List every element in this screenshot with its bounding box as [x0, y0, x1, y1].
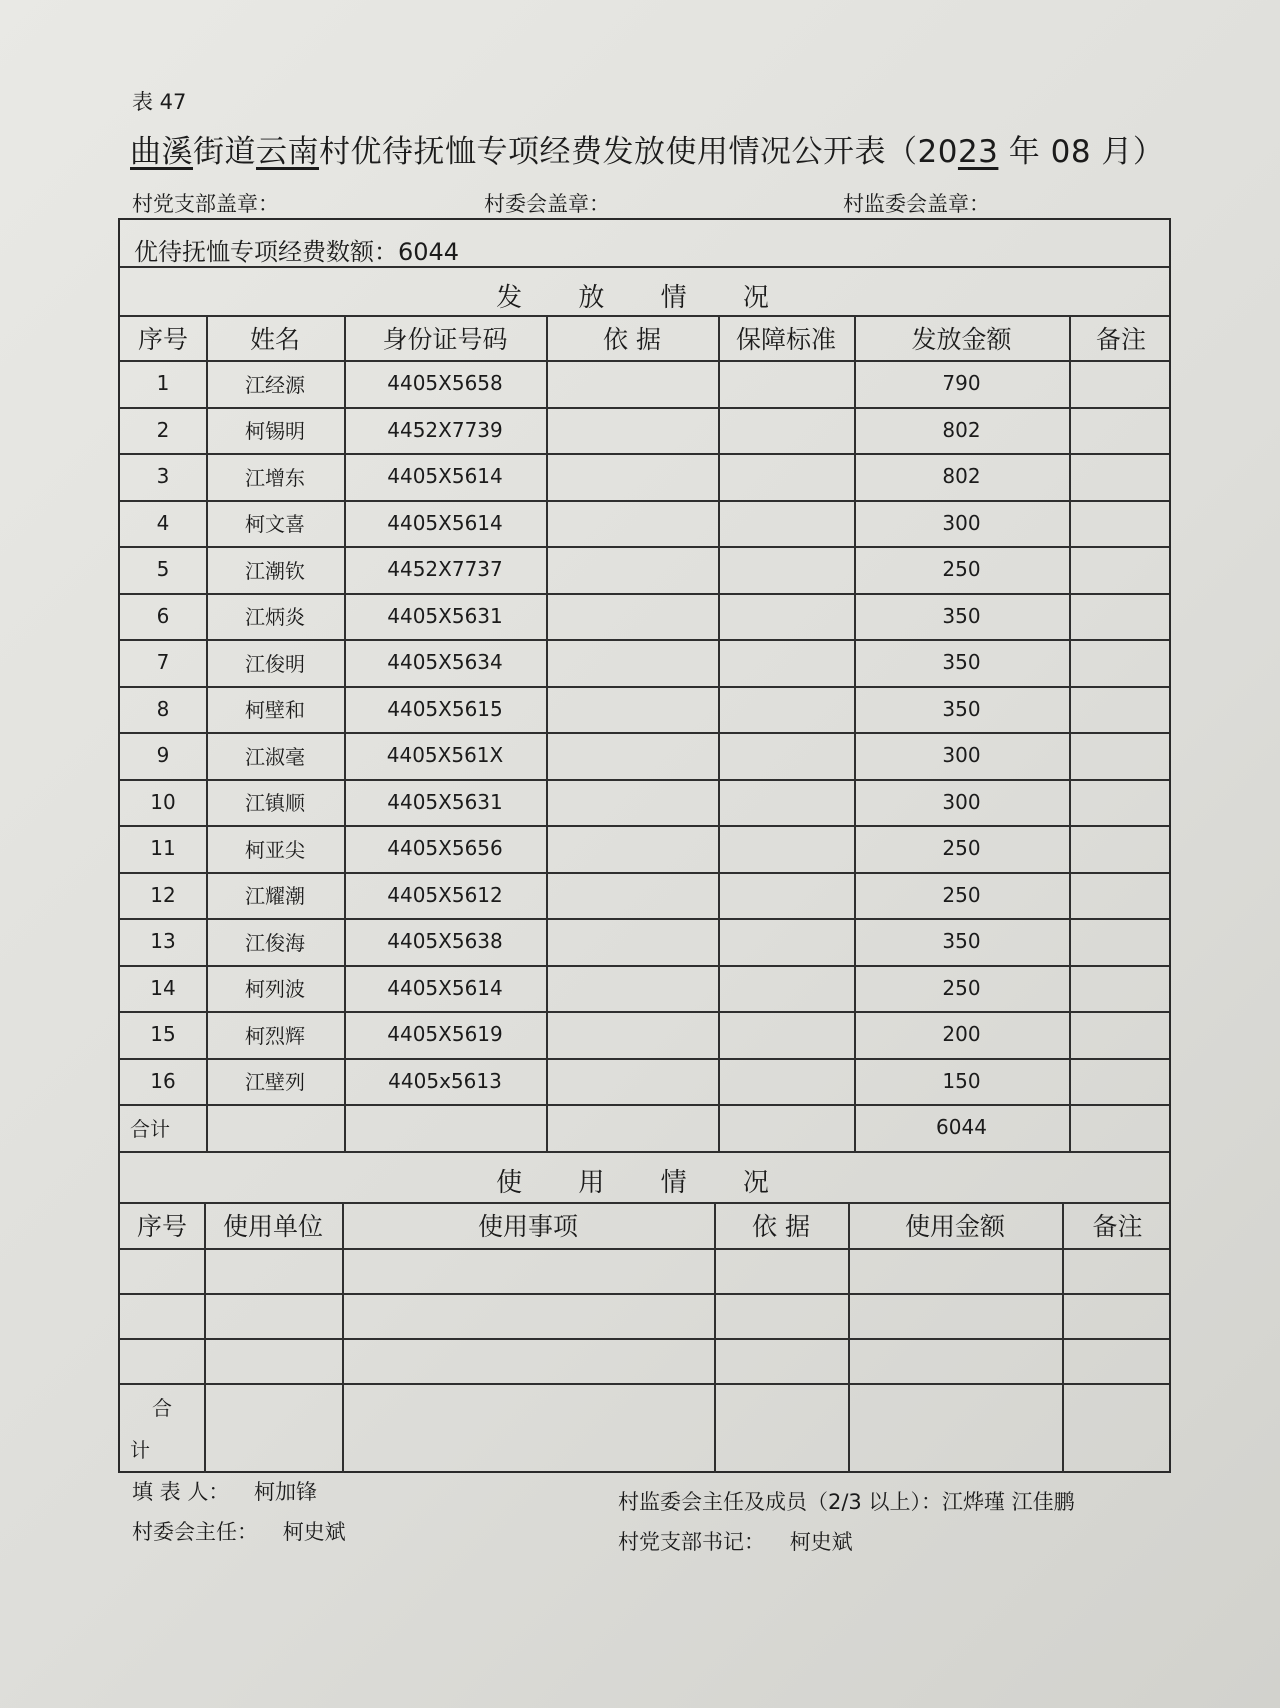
cell-col-index: 4	[156, 510, 170, 535]
cell-col-basis	[546, 453, 718, 500]
cell-col-index: 1	[156, 371, 170, 396]
cell-col-remark	[1069, 1011, 1173, 1058]
usage-section-title: 使 用 情 况	[496, 1168, 793, 1198]
cell-col-id: 4405X5612	[387, 882, 503, 907]
cell-col-standard	[718, 686, 854, 733]
cell-col-remark	[1069, 825, 1173, 872]
cell-col-id: 4452X7739	[387, 417, 503, 442]
table-number: 表 47	[132, 90, 187, 114]
village-committee-seal-label: 村委会盖章：	[484, 192, 610, 216]
cell-col-index: 12	[150, 882, 176, 907]
filler-label: 填 表 人：	[132, 1480, 230, 1504]
cell-col-id: 4405X5631	[387, 603, 503, 628]
cell-col-index: 6	[156, 603, 170, 628]
cell-col-basis	[546, 965, 718, 1012]
cell-col-basis	[546, 825, 718, 872]
cell-col-name: 江潮钦	[245, 558, 305, 583]
cell-col-remark	[1069, 407, 1173, 454]
cell-col-standard	[718, 593, 854, 640]
divider	[120, 1293, 1169, 1295]
director-name: 柯史斌	[282, 1520, 346, 1544]
cell-col-amount: 350	[942, 696, 981, 721]
cell-col-amount: 250	[942, 975, 981, 1000]
cell-col-remark	[1069, 500, 1173, 547]
cell-col-remark	[1069, 918, 1173, 965]
cell-col-id: 4405X5634	[387, 650, 503, 675]
cell-col-name: 江增东	[245, 465, 305, 490]
cell-col-basis	[546, 360, 718, 407]
cell-col-amount: 350	[942, 603, 981, 628]
cell-col-amount: 150	[942, 1068, 981, 1093]
cell-col-basis	[546, 593, 718, 640]
cell-col-id: 4405X5614	[387, 975, 503, 1000]
cell-col-remark	[1069, 779, 1173, 826]
cell-col-id: 4405X561X	[386, 743, 504, 768]
cell-col-amount: 300	[942, 789, 981, 814]
cell-col-basis	[546, 872, 718, 919]
cell-col-standard	[718, 453, 854, 500]
cell-col-standard	[718, 918, 854, 965]
cell-col-remark	[1069, 360, 1173, 407]
cell-col-basis	[546, 779, 718, 826]
filler	[132, 1476, 317, 1506]
cell-col-remark	[1069, 732, 1173, 779]
cell-col-index: 2	[156, 417, 170, 442]
divider	[120, 266, 1169, 268]
cell-col-name: 江俊海	[245, 930, 305, 955]
cell-col-id: 4405X5631	[387, 789, 503, 814]
supervisors: 村监委会主任及成员（2/3 以上）：江烨瑾 江佳鹏	[618, 1490, 1075, 1514]
cell-col-remark	[1069, 965, 1173, 1012]
cell-col-basis	[546, 500, 718, 547]
party-branch-seal-label: 村党支部盖章：	[132, 192, 279, 216]
cell-col-name: 江俊明	[245, 651, 305, 676]
cell-col-index: 16	[150, 1068, 176, 1093]
cell-col-amount: 250	[942, 882, 981, 907]
cell-col-amount: 250	[942, 557, 981, 582]
cell-col-id: 4405X5614	[387, 464, 503, 489]
cell-col-amount: 350	[942, 650, 981, 675]
cell-col-standard	[718, 360, 854, 407]
cell-col-name: 江炳炎	[245, 605, 305, 630]
secretary	[618, 1526, 853, 1556]
header-col-remark: 备注	[1095, 324, 1146, 354]
cell-col-name: 江淑毫	[245, 744, 305, 769]
cell-col-basis	[546, 546, 718, 593]
cell-col-amount: 802	[942, 417, 981, 442]
usage-header-col-item: 使用事项	[477, 1212, 578, 1241]
cell-col-id: 4452X7737	[387, 557, 503, 582]
cell-col-remark	[1069, 453, 1173, 500]
divider	[120, 1248, 1169, 1250]
cell-col-amount: 790	[942, 371, 981, 396]
cell-col-id: 4405X5619	[387, 1022, 503, 1047]
cell-col-id: 4405X5615	[387, 696, 503, 721]
cell-col-standard	[718, 546, 854, 593]
cell-col-index: 9	[156, 743, 170, 768]
header-col-standard: 保障标准	[735, 324, 836, 354]
title-part-year: 23	[957, 134, 999, 170]
header-col-id: 身份证号码	[382, 324, 508, 354]
cell-col-amount: 300	[942, 743, 981, 768]
cell-col-name: 柯文喜	[245, 512, 305, 537]
cell-col-standard	[718, 1011, 854, 1058]
cell-col-amount: 250	[942, 836, 981, 861]
cell-col-id: 4405X5656	[387, 836, 503, 861]
cell-col-standard	[718, 732, 854, 779]
header-col-basis: 依 据	[603, 324, 661, 354]
supervision-committee-seal-label: 村监委会盖章：	[843, 192, 990, 216]
cell-col-name: 柯烈辉	[245, 1023, 305, 1048]
divider	[120, 1151, 1169, 1153]
divider	[120, 1338, 1169, 1340]
cell-col-basis	[546, 732, 718, 779]
secretary-name: 柯史斌	[789, 1530, 853, 1554]
cell-col-basis	[546, 639, 718, 686]
cell-col-standard	[718, 779, 854, 826]
cell-col-index: 11	[150, 836, 176, 861]
total-amount: 6044	[936, 1115, 987, 1140]
header-col-index: 序号	[137, 324, 188, 354]
header-col-amount: 发放金额	[911, 324, 1012, 354]
document-title	[130, 126, 1164, 171]
fund-amount: 优待抚恤专项经费数额：6044	[134, 238, 460, 266]
issue-section-title: 发 放 情 况	[496, 283, 793, 313]
cell-col-amount: 802	[942, 464, 981, 489]
director-label: 村委会主任：	[132, 1520, 258, 1544]
director	[132, 1516, 346, 1546]
cell-col-amount: 200	[942, 1022, 981, 1047]
usage-total-label-bottom: 计	[130, 1437, 150, 1462]
usage-header-col-index: 序号	[136, 1212, 187, 1241]
cell-col-remark	[1069, 1058, 1173, 1105]
usage-total-label-top: 合	[152, 1395, 172, 1420]
cell-col-name: 江耀潮	[245, 884, 305, 909]
header-col-name: 姓名	[249, 324, 300, 354]
divider	[120, 1383, 1169, 1385]
cell-col-id: 4405X5658	[387, 371, 503, 396]
title-part-village: 云南	[256, 134, 319, 170]
cell-col-basis	[546, 918, 718, 965]
cell-col-index: 14	[150, 975, 176, 1000]
cell-col-standard	[718, 1058, 854, 1105]
cell-col-id: 4405X5614	[387, 510, 503, 535]
total-label: 合计	[130, 1116, 170, 1141]
cell-col-name: 江壁列	[245, 1070, 305, 1095]
filler-name: 柯加锋	[254, 1480, 318, 1504]
usage-header-col-basis: 依 据	[752, 1212, 810, 1241]
title-part-month: 年 08 月）	[998, 134, 1165, 170]
cell-col-id: 4405x5613	[388, 1068, 502, 1093]
cell-col-remark	[1069, 593, 1173, 640]
title-part-street: 街道	[193, 134, 256, 170]
cell-col-amount: 300	[942, 510, 981, 535]
cell-col-standard	[718, 639, 854, 686]
title-part-town: 曲溪	[130, 134, 193, 170]
cell-col-standard	[718, 965, 854, 1012]
cell-col-index: 5	[156, 557, 170, 582]
cell-col-name: 柯亚尖	[245, 837, 305, 862]
cell-col-basis	[546, 1011, 718, 1058]
cell-col-name: 江镇顺	[245, 791, 305, 816]
disclosure-table	[118, 218, 1171, 1473]
cell-col-name: 柯列波	[245, 977, 305, 1002]
cell-col-basis	[546, 1058, 718, 1105]
cell-col-index: 8	[156, 696, 170, 721]
cell-col-index: 3	[156, 464, 170, 489]
cell-col-amount: 350	[942, 929, 981, 954]
cell-col-index: 15	[150, 1022, 176, 1047]
cell-col-id: 4405X5638	[387, 929, 503, 954]
cell-col-remark	[1069, 546, 1173, 593]
usage-header-col-remark: 备注	[1092, 1212, 1143, 1241]
cell-col-index: 13	[150, 929, 176, 954]
cell-col-index: 7	[156, 650, 170, 675]
cell-col-standard	[718, 872, 854, 919]
usage-header-col-unit: 使用单位	[222, 1212, 323, 1241]
cell-col-standard	[718, 825, 854, 872]
cell-col-remark	[1069, 639, 1173, 686]
cell-col-index: 10	[150, 789, 176, 814]
secretary-label: 村党支部书记：	[618, 1530, 765, 1554]
cell-col-name: 江经源	[245, 372, 305, 397]
usage-header-col-amount: 使用金额	[904, 1212, 1005, 1241]
cell-col-remark	[1069, 686, 1173, 733]
title-part-main: 村优待抚恤专项经费发放使用情况公开表（20	[319, 134, 958, 170]
cell-col-standard	[718, 407, 854, 454]
cell-col-basis	[546, 686, 718, 733]
cell-col-name: 柯锡明	[245, 419, 305, 444]
cell-col-basis	[546, 407, 718, 454]
cell-col-standard	[718, 500, 854, 547]
cell-col-remark	[1069, 872, 1173, 919]
cell-col-name: 柯壁和	[245, 698, 305, 723]
